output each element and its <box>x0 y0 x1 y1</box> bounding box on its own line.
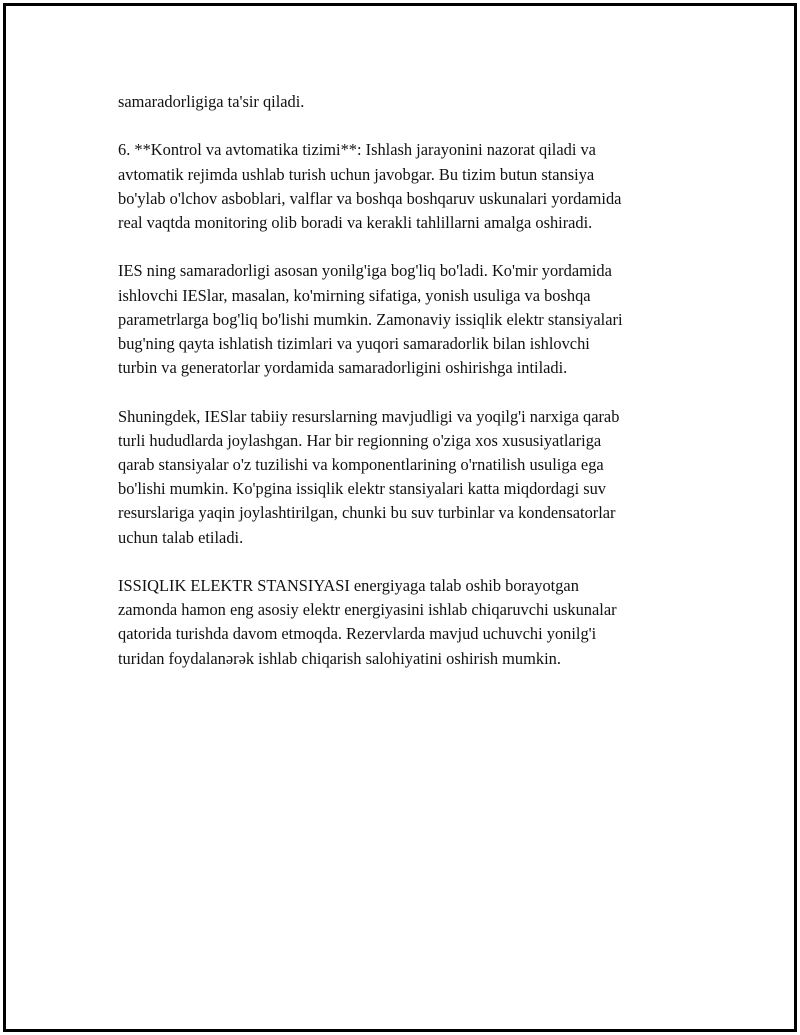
paragraph-efficiency <box>118 259 693 380</box>
text-line: zamonda hamon eng asosiy elektr energiyasini ishlab chiqaruvchi uskunalar <box>118 600 617 620</box>
paragraph-continuation <box>118 90 693 114</box>
text-line: ishlovchi IESlar, masalan, ko'mirning sifatiga, yonish usuliga va boshqa <box>118 285 591 305</box>
document-body <box>118 90 693 695</box>
text-line: parametrlarga bog'liq bo'lishi mumkin. Zamonaviy issiqlik elektr stansiyalari <box>118 309 623 329</box>
text-line: uchun talab etiladi. <box>118 527 244 547</box>
text-line: turli hududlarda joylashgan. Har bir regionning o'ziga xos xususiyatlariga <box>118 430 602 450</box>
paragraph-conclusion <box>118 574 693 671</box>
text-line: IES ning samaradorligi asosan yonilg'iga bog'liq bo'ladi. Ko'mir yordamida <box>118 261 612 281</box>
text-line: resurslariga yaqin joylashtirilgan, chunki bu suv turbinlar va kondensatorlar <box>118 503 616 523</box>
text-line: bo'lishi mumkin. Ko'pgina issiqlik elektr stansiyalari katta miqdordagi suv <box>118 479 607 499</box>
text-line: turbin va generatorlar yordamida samaradorligini oshirishga intiladi. <box>118 358 568 378</box>
text-line: real vaqtda monitoring olib boradi va kerakli tahlillarni amalga oshiradi. <box>118 213 593 232</box>
text-line: qatorida turishda davom etmoqda. Rezervlarda mavjud uchuvchi yonilg'i <box>118 624 597 644</box>
text-line: Shuningdek, IESlar tabiiy resurslarning mavjudligi va yoqilg'i narxiga qarab <box>118 406 620 426</box>
text-line: samaradorligiga ta'sir qiladi. <box>118 92 305 111</box>
text-line: avtomatik rejimda ushlab turish uchun javobgar. Bu tizim butun stansiya <box>118 164 595 184</box>
text-line: turidan foydalanərək ishlab chiqarish salohiyatini oshirish mumkin. <box>118 648 561 668</box>
text-line: ISSIQLIK ELEKTR STANSIYASI energiyaga talab oshib borayotgan <box>118 576 579 595</box>
text-line: 6. **Kontrol va avtomatika tizimi**: Ishlash jarayonini nazorat qiladi va <box>118 140 596 160</box>
text-line: bo'ylab o'lchov asboblari, valflar va boshqa boshqaruv uskunalari yordamida <box>118 188 622 208</box>
paragraph-control-automation <box>118 138 693 235</box>
paragraph-location <box>118 405 693 550</box>
text-line: bug'ning qayta ishlatish tizimlari va yuqori samaradorlik bilan ishlovchi <box>118 334 590 353</box>
text-line: qarab stansiyalar o'z tuzilishi va komponentlarining o'rnatilish usuliga ega <box>118 455 604 474</box>
